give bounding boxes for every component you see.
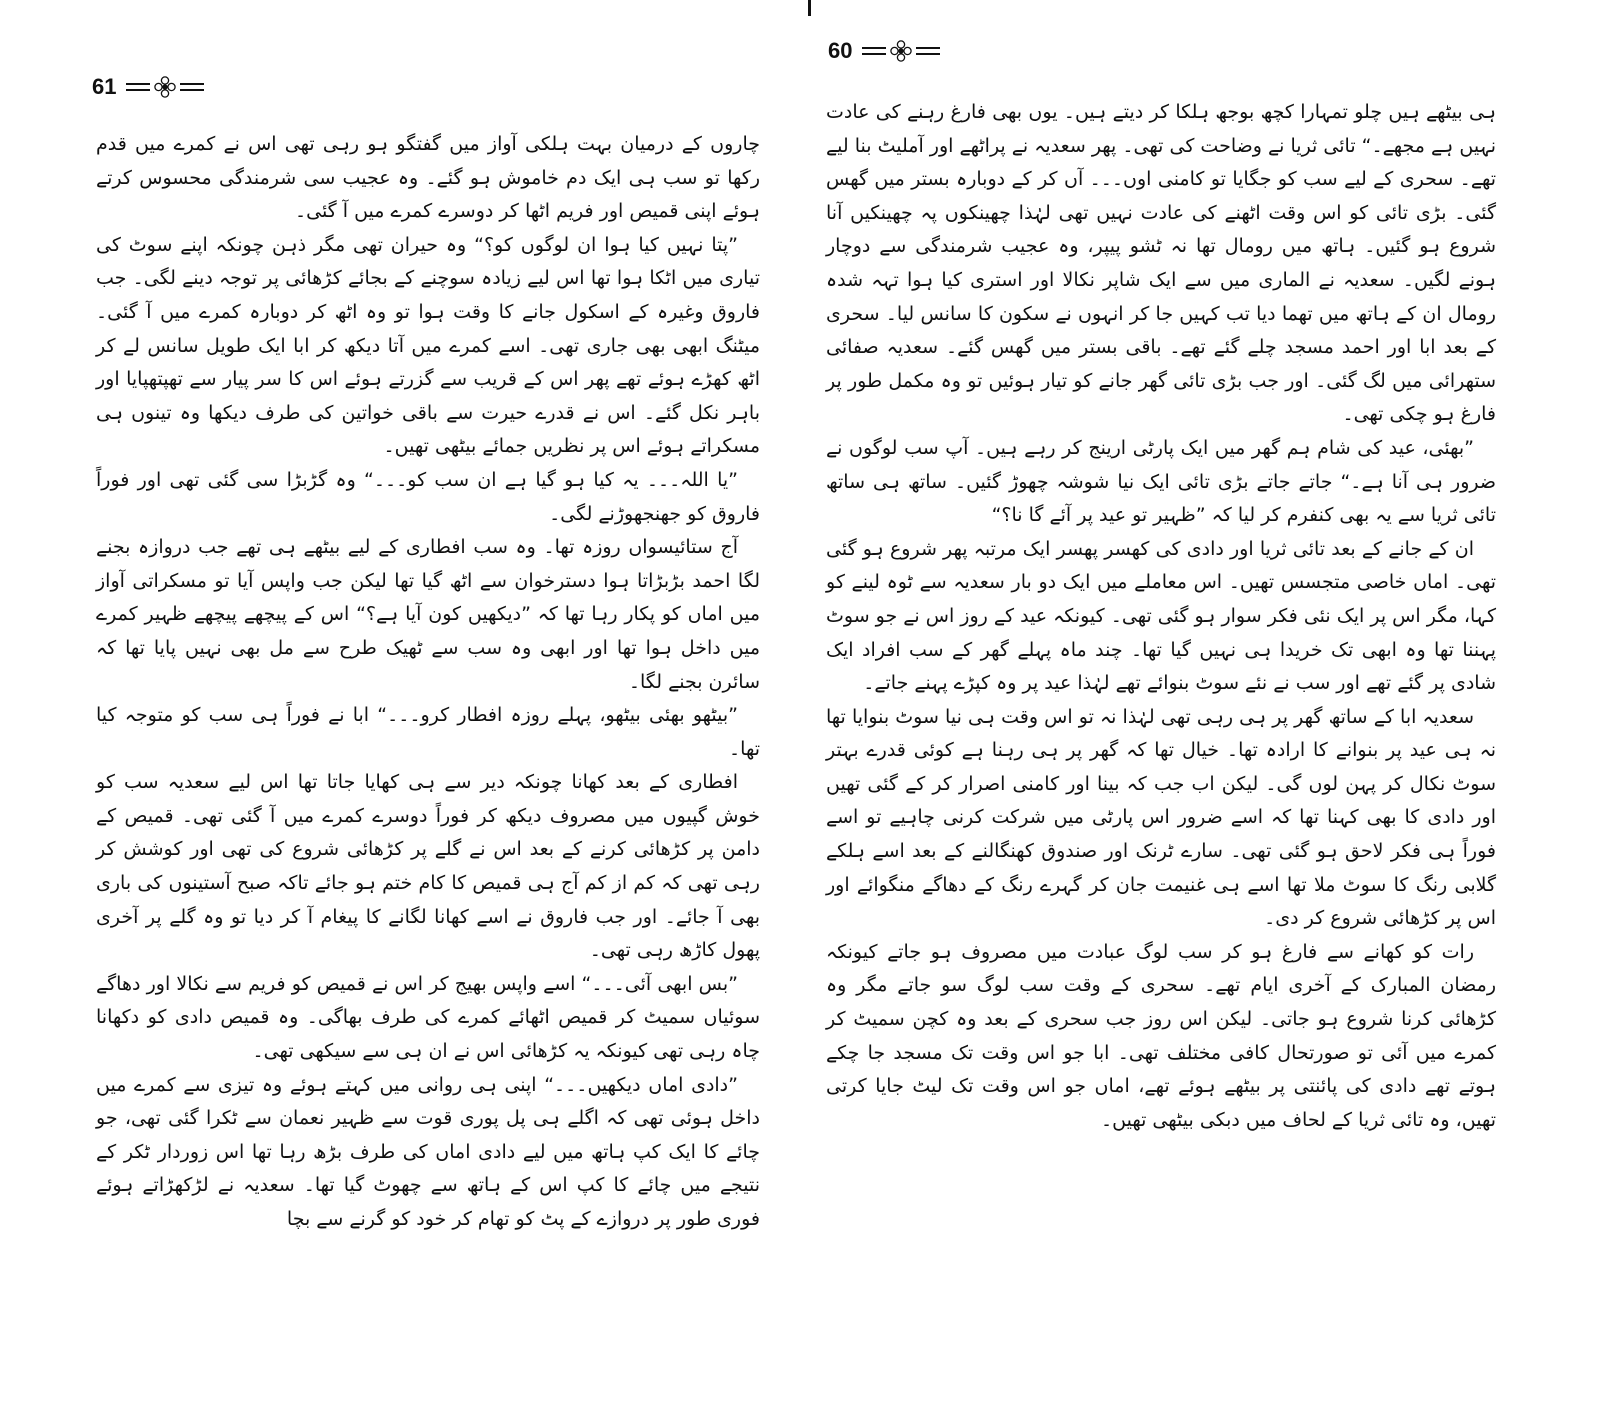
paragraph: ”بھئی، عید کی شام ہم گھر میں ایک پارٹی ارینج کر رہے ہیں۔ آپ سب لوگوں نے ضرور ہی آنا ہے۔“ جاتے جاتے بڑی تائی ایک نیا شوشہ چھوڑ گئیں۔ ساتھ ہی ساتھ تائی ثریا سے یہ بھی کنفرم کر لیا کہ ”ظہیر تو عید پر آئے گا نا؟“	[826, 436, 1496, 527]
spine-mark	[808, 0, 811, 16]
page-header-left	[92, 74, 204, 100]
page-number-left: 61	[92, 74, 117, 99]
paragraph: ”پتا نہیں کیا ہوا ان لوگوں کو؟“ وہ حیران تھی مگر ذہن چونکہ اپنے سوٹ کی تیاری میں اٹکا ہوا تھا اس لیے زیادہ سوچنے کے بجائے کڑھائی پر توجہ دینے لگی۔ جب فاروق وغیرہ کے اسکول جانے کا وقت ہوا تو وہ اٹھ کر دوبارہ کمرے میں آ گئی۔ میٹنگ ابھی بھی جاری تھی۔ اسے کمرے میں آتا دیکھ کر ابا ایک طویل سانس لے کر اٹھ کھڑے ہوئے تھے پھر اس کے قریب سے گزرتے ہوئے اس کا سر پیار سے تھپتھپایا اور باہر نکل گئے۔ اس نے قدرے حیرت سے باقی خواتین کی طرف دیکھا وہ تینوں ہی مسکراتے ہوئے اس پر نظریں جمائے بیٹھی تھیں۔	[96, 233, 760, 458]
paragraph: ”دادی اماں دیکھیں۔۔۔“ اپنی ہی روانی میں کہتے ہوئے وہ تیزی سے کمرے میں داخل ہوئی تھی کہ اگلے ہی پل پوری قوت سے ظہیر نعمان سے ٹکرا گئی تھی، جو چائے کا ایک کپ ہاتھ میں لیے دادی اماں کی طرف بڑھ رہا تھا اس زوردار ٹکر کے نتیجے میں چائے کا کپ اس کے ہاتھ سے چھوٹ گیا تھا۔ سعدیہ نے لڑکھڑاتے ہوئے فوری طور پر دروازے کے پٹ کو تھام کر خود کو گرنے سے بچا	[96, 1073, 760, 1230]
page-number-right: 60	[828, 38, 853, 63]
page-header-right	[828, 38, 940, 64]
paragraph: سعدیہ ابا کے ساتھ گھر پر ہی رہی تھی لہٰذا نہ تو اس وقت ہی نیا سوٹ بنوایا تھا نہ ہی عید پر بنوانے کا ارادہ تھا۔ خیال تھا کہ گھر پر ہی رہنا ہے کوئی قدرے بہتر سوٹ نکال کر پہن لوں گی۔ لیکن اب جب کہ بینا اور کامنی اصرار کر کے گئی تھیں اور دادی کا بھی کہنا تھا کہ اسے ضرور اس پارٹی میں شرکت کرنی چاہیے تو اسے فوراً ہی فکر لاحق ہو گئی تھی۔ سارے ٹرنک اور صندوق کھنگالنے کے بعد اسے ہلکے گلابی رنگ کا سوٹ ملا تھا اسے ہی غنیمت جان کر گہرے رنگ کے دھاگے منگوائے اور اس پر کڑھائی شروع کر دی۔	[826, 705, 1496, 930]
flourish-ornament	[126, 76, 204, 98]
flourish-ornament	[862, 40, 940, 62]
flower-icon	[890, 40, 912, 62]
page-body-right	[826, 96, 1496, 1386]
paragraph: ہی بیٹھے ہیں چلو تمہارا کچھ بوجھ ہلکا کر دیتے ہیں۔ یوں بھی فارغ رہنے کی عادت نہیں ہے مجھے۔“ تائی ثریا نے وضاحت کی تھی۔ پھر سعدیہ نے پراٹھے اور آملیٹ بنا لیے تھے۔ سحری کے لیے سب کو جگایا تو کامنی اوں۔۔۔ آں کر کے دوبارہ بستر میں گھس گئی۔ بڑی تائی کو اس وقت اٹھنے کی عادت نہیں تھی لہٰذا چھینکوں پہ چھینکیں آنا شروع ہو گئیں۔ ہاتھ میں رومال تھا نہ ٹشو پیپر، وہ عجیب شرمندگی سے دوچار ہونے لگیں۔ سعدیہ نے الماری میں سے ایک شاپر نکالا اور استری کیا ہوا تہہ شدہ رومال ان کے ہاتھ میں تھما دیا تب کہیں جا کر انہوں نے سکون کا سانس لیا۔ سحری کے بعد ابا اور احمد مسجد چلے گئے تھے۔ باقی بستر میں گھس گئے۔ سعدیہ صفائی ستھرائی میں لگ گئی۔ اور جب بڑی تائی گھر جانے کو تیار ہوئیں تو وہ مکمل طور پر فارغ ہو چکی تھی۔	[826, 101, 1496, 426]
paragraph: ان کے جانے کے بعد تائی ثریا اور دادی کی کھسر پھسر ایک مرتبہ پھر شروع ہو گئی تھی۔ اماں خاصی متجسس تھیں۔ اس معاملے میں ایک دو بار سعدیہ سے ٹوہ لینے کو کہا، مگر اس پر ایک نئی فکر سوار ہو گئی تھی۔ کیونکہ عید کے روز اس نے جو سوٹ پہننا تھا وہ ابھی تک خریدا ہی نہیں گیا تھا۔ چند ماہ پہلے گھر کے سب افراد ایک شادی پر گئے تھے اور سب نے نئے سوٹ بنوائے تھے لہٰذا عید پر وہ کپڑے پہنے جاتے۔	[826, 537, 1496, 695]
paragraph: رات کو کھانے سے فارغ ہو کر سب لوگ عبادت میں مصروف ہو جاتے کیونکہ رمضان المبارک کے آخری ایام تھے۔ سحری کے وقت سب لوگ سو جاتے مگر وہ کڑھائی کرنا شروع ہو جاتی۔ لیکن اس روز جب سحری کے بعد وہ کچن سمیٹ کر کمرے میں آئی تو صورتحال کافی مختلف تھی۔ ابا جو اس وقت تک مسجد جا چکے ہوتے تھے دادی کی پائنتی پر بیٹھے ہوئے تھے، اماں جو اس وقت تک لیٹ جایا کرتی تھیں، وہ تائی ثریا کے لحاف میں دبکی بیٹھی تھیں۔	[826, 940, 1496, 1131]
paragraph: آج ستائیسواں روزہ تھا۔ وہ سب افطاری کے لیے بیٹھے ہی تھے جب دروازہ بجنے لگا احمد بڑبڑاتا ہوا دسترخوان سے اٹھ گیا تھا لیکن جب واپس آیا تو مسکراتی آواز میں اماں کو پکار رہا تھا کہ ”دیکھیں کون آیا ہے؟“ اس کے پیچھے پیچھے ظہیر کمرے میں داخل ہوا تھا اور ابھی وہ سب سے ٹھیک طرح سے مل بھی نہیں پایا تھا کہ سائرن بجنے لگا۔	[96, 536, 760, 693]
flower-icon	[154, 76, 176, 98]
paragraph: افطاری کے بعد کھانا چونکہ دیر سے ہی کھایا جاتا تھا اس لیے سعدیہ سب کو خوش گپیوں میں مصروف دیکھ کر فوراً دوسرے کمرے میں آ گئی تھی۔ قمیص کے دامن پر کڑھائی کرنے کے بعد اس نے گلے پر کڑھائی شروع کی تھی اور کوشش کر رہی تھی کہ کم از کم آج ہی قمیص کا کام ختم ہو جائے تاکہ صبح آستینوں کی باری بھی آ جائے۔ اور جب فاروق نے اسے کھانا لگانے کا پیغام آ کر دیا تو وہ گلے پر آخری پھول کاڑھ رہی تھی۔	[96, 771, 760, 962]
paragraph: ”یا اللہ۔۔۔ یہ کیا ہو گیا ہے ان سب کو۔۔۔“ وہ گڑبڑا سی گئی تھی اور فوراً فاروق کو جھنجھوڑنے لگی۔	[96, 468, 760, 525]
paragraph: ”بیٹھو بھئی بیٹھو، پہلے روزہ افطار کرو۔۔۔“ ابا نے فوراً ہی سب کو متوجہ کیا تھا۔	[96, 704, 760, 760]
paragraph: ”بس ابھی آئی۔۔۔“ اسے واپس بھیج کر اس نے قمیص کو فریم سے نکالا اور دھاگے سوئیاں سمیٹ کر قمیص اٹھائے کمرے کی طرف بھاگی۔ وہ قمیص دادی کو دکھانا چاہ رہی تھی کیونکہ یہ کڑھائی اس نے ان ہی سے سیکھی تھی۔	[96, 972, 760, 1063]
paragraph: چاروں کے درمیان بہت ہلکی آواز میں گفتگو ہو رہی تھی اس نے کمرے میں قدم رکھا تو سب ہی ایک دم خاموش ہو گئے۔ وہ عجیب سی شرمندگی محسوس کرتے ہوئے اپنی قمیص اور فریم اٹھا کر دوسرے کمرے میں آ گئی۔	[96, 133, 760, 223]
page-body-left	[96, 128, 760, 1398]
